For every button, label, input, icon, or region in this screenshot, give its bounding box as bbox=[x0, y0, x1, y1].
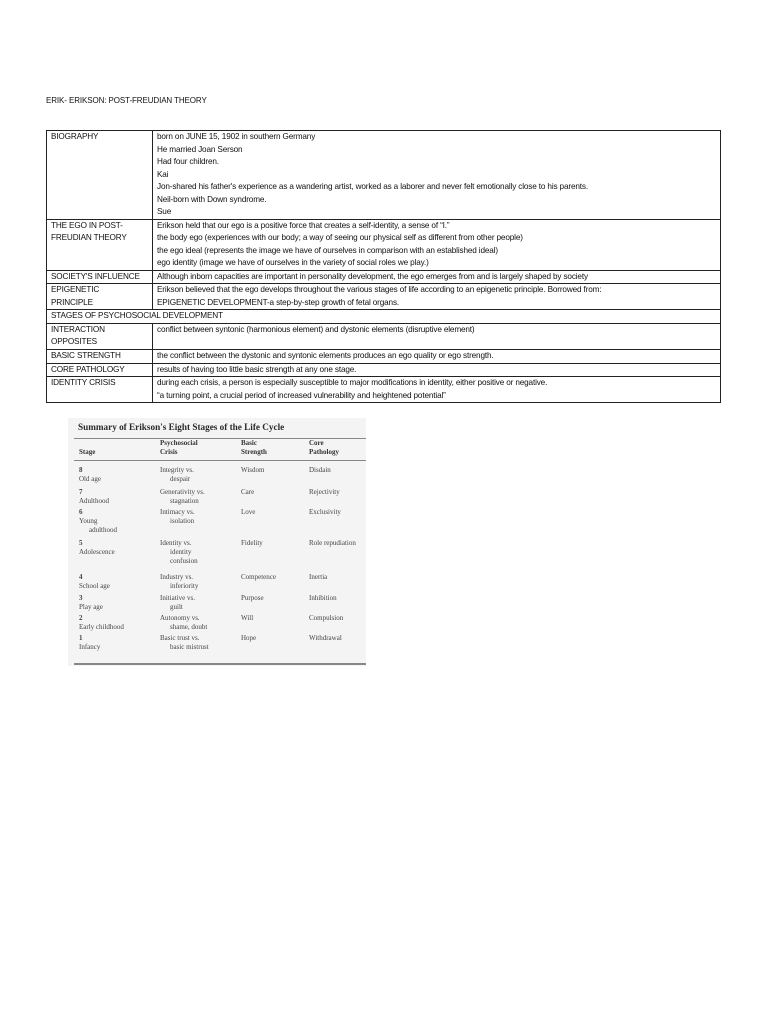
summary-crisis: isolation bbox=[170, 517, 195, 525]
summary-stage-number: 2 bbox=[79, 614, 83, 622]
summary-crisis: basic mistrust bbox=[170, 643, 209, 651]
row-content-line: Sue bbox=[157, 207, 172, 216]
summary-crisis: identity bbox=[170, 548, 192, 556]
summary-header-crisis bbox=[160, 439, 198, 457]
summary-crisis: guilt bbox=[170, 603, 183, 611]
summary-stage-name: Play age bbox=[79, 603, 103, 611]
summary-crisis: Autonomy vs. bbox=[160, 614, 200, 622]
row-content-line: Jon-shared his father's experience as a wandering artist, worked as a laborer and never felt emotionally close to his parents. bbox=[157, 182, 588, 191]
summary-stage-name: adulthood bbox=[89, 526, 117, 534]
row-label bbox=[47, 284, 153, 310]
row-content-line: the body ego (experiences with our body; a way of seeing our physical self as different from other people) bbox=[157, 233, 523, 242]
document-title: ERIK- ERIKSON: POST-FREUDIAN THEORY bbox=[46, 96, 207, 105]
table-row bbox=[47, 310, 721, 324]
summary-stage-number: 5 bbox=[79, 539, 83, 547]
row-content-line: “a turning point, a crucial period of increased vulnerability and heightened potential” bbox=[157, 390, 446, 400]
summary-crisis: Identity vs. bbox=[160, 539, 192, 547]
row-label bbox=[47, 323, 153, 350]
summary-stage-name: Adolescence bbox=[79, 548, 115, 556]
row-label-line: THE EGO IN POST- bbox=[51, 220, 123, 230]
row-label bbox=[47, 219, 153, 270]
row-content bbox=[153, 377, 721, 403]
row-content-line: EPIGENETIC DEVELOPMENT-a step-by-step growth of fetal organs. bbox=[157, 297, 400, 307]
row-content bbox=[153, 350, 721, 364]
summary-pathology: Inertia bbox=[309, 573, 328, 581]
row-content-line: during each crisis, a person is especially susceptible to major modifications in identity, either positive or negative. bbox=[157, 378, 548, 387]
summary-strength: Competence bbox=[241, 573, 276, 581]
table-row bbox=[47, 377, 721, 403]
summary-stage-name: Young bbox=[79, 517, 98, 525]
row-content bbox=[153, 363, 721, 377]
summary-header-rule bbox=[74, 460, 366, 461]
summary-strength: Hope bbox=[241, 634, 257, 642]
summary-header-pathology-line: Core bbox=[309, 439, 324, 447]
summary-bottom-rule bbox=[74, 663, 366, 665]
summary-header-pathology-line: Pathology bbox=[309, 448, 339, 456]
row-content-line: Erikson believed that the ego develops throughout the various stages of life according to an epigenetic principle. Borrowed from: bbox=[157, 285, 602, 294]
summary-stage-number: 4 bbox=[79, 573, 83, 581]
summary-crisis: confusion bbox=[170, 557, 198, 565]
summary-strength: Will bbox=[241, 614, 254, 622]
table-row bbox=[47, 284, 721, 310]
theory-table bbox=[46, 130, 721, 403]
summary-header-crisis-line: Psychosocial bbox=[160, 439, 198, 447]
summary-figure bbox=[68, 418, 366, 666]
summary-pathology: Exclusivity bbox=[309, 508, 341, 516]
row-content-spacer bbox=[157, 336, 716, 349]
summary-header-strength-line: Basic bbox=[241, 439, 257, 447]
row-content-line: Kai bbox=[157, 169, 169, 179]
row-content bbox=[153, 323, 721, 350]
row-label: BIOGRAPHY bbox=[47, 131, 153, 220]
summary-stage-name: Old age bbox=[79, 475, 101, 483]
summary-crisis: inferiority bbox=[170, 582, 199, 590]
row-content bbox=[153, 131, 721, 220]
row-content-line: Although inborn capacities are important in personality development, the ego emerges from and is largely shaped by society bbox=[157, 271, 588, 281]
row-label: IDENTITY CRISIS bbox=[47, 377, 153, 403]
summary-crisis: Intimacy vs. bbox=[160, 508, 195, 516]
summary-strength: Love bbox=[241, 508, 256, 516]
summary-crisis: Basic trust vs. bbox=[160, 634, 200, 642]
summary-pathology: Withdrawal bbox=[309, 634, 342, 642]
summary-header-crisis-line: Crisis bbox=[160, 448, 178, 456]
row-label-line: EPIGENETIC bbox=[51, 285, 100, 294]
summary-strength: Purpose bbox=[241, 594, 264, 602]
row-content-line: the conflict between the dystonic and syntonic elements produces an ego quality or ego strength. bbox=[157, 351, 494, 360]
summary-crisis: Initiative vs. bbox=[160, 594, 195, 602]
summary-stage-name: School age bbox=[79, 582, 110, 590]
row-label-line: INTERACTION bbox=[51, 324, 105, 334]
summary-stage-number: 7 bbox=[79, 488, 83, 496]
summary-pathology: Rejectivity bbox=[309, 488, 340, 496]
summary-pathology: Inhibition bbox=[309, 594, 337, 602]
section-heading-cell: STAGES OF PSYCHOSOCIAL DEVELOPMENT bbox=[47, 310, 721, 324]
summary-strength: Wisdom bbox=[241, 466, 265, 474]
theory-table-body bbox=[47, 131, 721, 403]
row-label: CORE PATHOLOGY bbox=[47, 363, 153, 377]
summary-title: Summary of Erikson's Eight Stages of the Life Cycle bbox=[78, 422, 285, 432]
summary-pathology: Role repudiation bbox=[309, 539, 356, 547]
summary-crisis: shame, doubt bbox=[170, 623, 208, 631]
summary-stage-name: Adulthood bbox=[79, 497, 109, 505]
row-content-line: results of having too little basic strength at any one stage. bbox=[157, 364, 357, 374]
row-label-line: FREUDIAN THEORY bbox=[51, 233, 127, 242]
summary-pathology: Disdain bbox=[309, 466, 331, 474]
row-label-line: OPPOSITES bbox=[51, 337, 97, 346]
table-row bbox=[47, 219, 721, 270]
summary-header-strength bbox=[241, 439, 267, 457]
table-row bbox=[47, 131, 721, 220]
summary-pathology: Compulsion bbox=[309, 614, 344, 622]
row-content-line: ego identity (image we have of ourselves in the variety of social roles we play.) bbox=[157, 258, 429, 267]
row-content-line: born on JUNE 15, 1902 in southern Germany bbox=[157, 132, 316, 141]
summary-crisis: Industry vs. bbox=[160, 573, 194, 581]
summary-header-pathology bbox=[309, 439, 339, 457]
summary-crisis: stagnation bbox=[170, 497, 199, 505]
summary-strength: Fidelity bbox=[241, 539, 263, 547]
table-row bbox=[47, 350, 721, 364]
summary-stage-number: 3 bbox=[79, 594, 83, 602]
summary-stage-name: Infancy bbox=[79, 643, 101, 651]
row-label-line: PRINCIPLE bbox=[51, 297, 93, 307]
row-content bbox=[153, 219, 721, 270]
summary-header-strength-line: Strength bbox=[241, 448, 267, 456]
table-row bbox=[47, 270, 721, 284]
summary-strength: Care bbox=[241, 488, 255, 496]
summary-header-stage: Stage bbox=[79, 448, 96, 456]
row-label: SOCIETY'S INFLUENCE bbox=[47, 270, 153, 284]
row-content-line: the ego ideal (represents the image we have of ourselves in comparison with an established ideal) bbox=[157, 245, 498, 255]
summary-stage-name: Early childhood bbox=[79, 623, 124, 631]
summary-crisis: despair bbox=[170, 475, 191, 483]
summary-stage-number: 8 bbox=[79, 466, 83, 474]
row-content-line: Neil-born with Down syndrome. bbox=[157, 194, 267, 204]
summary-stage-number: 1 bbox=[79, 634, 83, 642]
row-content-line: He married Joan Serson bbox=[157, 144, 243, 154]
row-label: BASIC STRENGTH bbox=[47, 350, 153, 364]
summary-stage-number: 6 bbox=[79, 508, 83, 516]
row-content-line: Erikson held that our ego is a positive force that creates a self-identity, a sense of “I.” bbox=[157, 220, 450, 230]
table-row bbox=[47, 363, 721, 377]
row-content-line: Had four children. bbox=[157, 157, 219, 166]
table-row bbox=[47, 323, 721, 350]
row-content-line: conflict between syntonic (harmonious element) and dystonic elements (disruptive element) bbox=[157, 324, 475, 334]
row-content bbox=[153, 270, 721, 284]
row-content bbox=[153, 284, 721, 310]
summary-crisis: Integrity vs. bbox=[160, 466, 194, 474]
summary-crisis: Generativity vs. bbox=[160, 488, 205, 496]
